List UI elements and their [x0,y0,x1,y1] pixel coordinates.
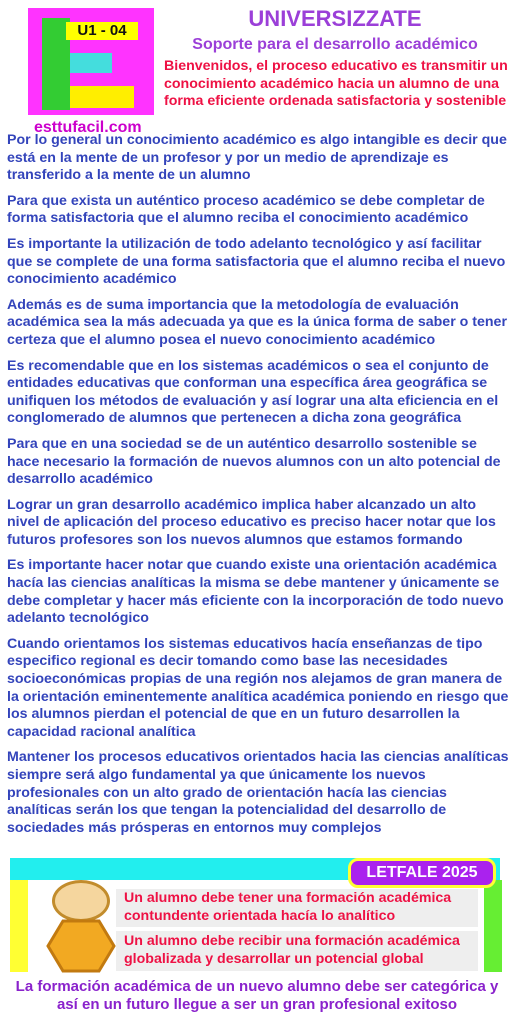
paragraph: Cuando orientamos los sistemas educativos hacía enseñanzas de tipo especifico regional es decir tomando como base las necesidades socioeconómicas propias de una región nos alejamos de gran manera de la orientación eminentemente analítica académica poniendo en riesgo que los alumnos pierdan el potencial de que en un futuro desarrollen la capacidad racional analítica [7,635,509,740]
paragraph: Es importante hacer notar que cuando existe una orientación académica hacía las ciencias analíticas la misma se debe mantener y únicamente se debe completar y hacer más eficiente con la incorporación de todo nuevo adelanto tecnológico [7,557,504,627]
welcome-text: Bienvenidos, el proceso educativo es transmitir un conocimiento académico hacia un alumno de una forma eficiente ordenada satisfactoria y sostenible [164,58,508,110]
closing-statement: La formación académica de un nuevo alumno debe ser categórica y así en un futuro llegue a ser un gran profesional exitoso [15,978,499,1013]
key-point-1: Un alumno debe tener una formación académica contundente orientada hacía lo analítico [124,890,452,924]
brand-title: UNIVERSIZZATE [248,6,422,31]
avatar-body-hexagon [46,919,116,973]
lesson-code: U1 - 04 [66,22,138,40]
footer-yellow-bar [10,880,28,972]
paragraph: Para que en una sociedad se de un auténtico desarrollo sostenible se hace necesario la formación de nuevos alumnos con un alto potencial de desarrollo académico [7,435,501,488]
paragraph: Es recomendable que en los sistemas académicos o sea el conjunto de entidades educativas que conforman una específica área geográfica se unifiquen los métodos de evaluación y así lograr una alta eficiencia en el conglomerado de alumnos que pertenecen a dicha zona geográfica [7,357,499,427]
site-name: esttufacil.com [34,119,142,136]
paragraph: Es importante la utilización de todo adelanto tecnológico y así facilitar que se complete de una forma satisfactoria que el alumno reciba el nuevo conocimiento académico [7,235,506,288]
letfale-badge: LETFALE 2025 [348,858,496,888]
subtitle: Soporte para el desarrollo académico [192,36,478,53]
footer-green-bar [484,880,502,972]
paragraph: Por lo general un conocimiento académico es algo intangible es decir que está en la mente de un profesor y por un medio de aprendizaje es transferido a la mente de un alumno [7,132,507,184]
body-paragraphs [7,132,509,845]
paragraph: Lograr un gran desarrollo académico implica haber alcanzado un alto nivel de aplicación del proceso educativo es preciso hacer notar que los futuros profesores son los nuevos alumnos que estamos formando [7,496,496,548]
paragraph: Mantener los procesos educativos orientados hacia las ciencias analíticas siempre será algo fundamental ya que únicamente los nuevos profesionales con un alto grado de orientación hacía las ciencias analíticas serán los que tengan la potencialidad del desarrollo de sociedades más prósperas en entornos muy complejos [7,749,509,836]
logo-bottom-bar [70,86,134,108]
logo-middle-bar [70,53,112,73]
paragraph: Para que exista un auténtico proceso académico se debe completar de forma satisfactoria que el alumno reciba el conocimiento académico [7,192,485,227]
person-avatar-icon [52,880,110,922]
paragraph: Además es de suma importancia que la metodología de evaluación académica sea la más adecuada ya que es la única forma de saber o tener certeza que el alumno posea el nuevo conocimiento académico [7,296,507,348]
key-point-2: Un alumno debe recibir una formación académica globalizada y desarrollar un potencial global [124,933,460,967]
